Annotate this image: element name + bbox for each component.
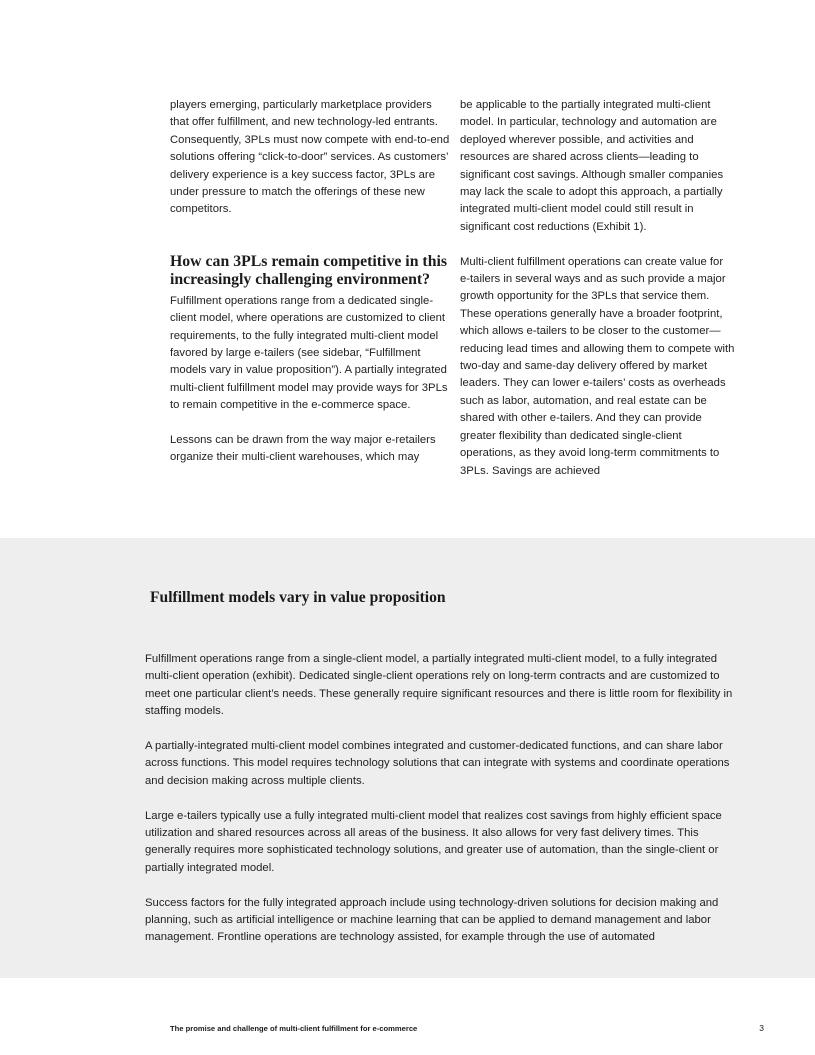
sidebar-title: Fulfillment models vary in value proposition (150, 589, 446, 606)
right-paragraph-1: be applicable to the partially integrated multi-client model. In particular, technology and automation are deployed wherever possible, and activities and resources are shared across clients—leading to significant cost savings. Although smaller companies may lack the scale to adopt this approach, a partially integrated multi-client model could still result in significant cost reductions (Exhibit 1). (460, 99, 724, 233)
left-column (170, 97, 452, 467)
footer-title: The promise and challenge of multi-client fulfillment for e-commerce (170, 1024, 418, 1033)
left-paragraph-2: Fulfillment operations range from a dedicated single-client model, where operations are customized to client requirements, to the fully integrated multi-client model favored by large e-tailers (see sidebar, “Fulfillment models vary in value proposition”). A partially integrated multi-client fulfillment model may provide ways for 3PLs to remain competitive in the e-commerce space. (170, 294, 448, 412)
sidebar-paragraph: Large e-tailers typically use a fully integrated multi-client model that realizes cost savings from highly efficient space utilization and shared resources across all areas of the business. It also allows for very fast delivery times. This generally requires more sophisticated technology solutions, and greater use of automation, than the single-client or partially integrated model. (145, 809, 722, 874)
left-paragraph-1: players emerging, particularly marketplace providers that offer fulfillment, and new technology-led entrants. Consequently, 3PLs must now compete with end-to-end solutions offering “click-to-door” services. As customers’ delivery experience is a key success factor, 3PLs are under pressure to match the offerings of these new competitors. (170, 99, 450, 216)
right-column (460, 97, 735, 480)
sidebar-paragraph: Success factors for the fully integrated approach include using technology-driven solutions for decision making and planning, such as artificial intelligence or machine learning that can be applied to demand management and labor management. Frontline operations are technology assisted, for example through the use of automated (145, 896, 719, 944)
sidebar-paragraph: A partially-integrated multi-client model combines integrated and customer-dedicated functions, and can share labor across functions. This model requires technology solutions that can integrate with systems and coordinate operations and decision making across multiple clients. (145, 740, 730, 787)
page-number: 3 (759, 1023, 764, 1033)
sidebar-box (0, 538, 815, 978)
section-heading: How can 3PLs remain competitive in this increasingly challenging environment? (170, 252, 448, 289)
right-paragraph-2: Multi-client fulfillment operations can create value for e-tailers in several ways and as such provide a major growth opportunity for the 3PLs that service them. These operations generally have a broader footprint, which allows e-tailers to be closer to the customer—reducing lead times and allowing them to compete with two-day and same-day delivery offered by market leaders. They can lower e-tailers’ costs as overheads such as labor, automation, and real estate can be shared with other e-tailers. And they can provide greater flexibility than dedicated single-client operations, as they avoid long-term commitments to 3PLs. Savings are achieved (460, 255, 735, 477)
sidebar-paragraph: Fulfillment operations range from a single-client model, a partially integrated multi-client model, to a fully integrated multi-client operation (exhibit). Dedicated single-client operations rely on long-term contracts and are customized to meet one particular client’s needs. These generally require significant resources and there is little room for flexibility in staffing models. (145, 653, 733, 718)
sidebar-body (145, 651, 735, 964)
left-paragraph-3: Lessons can be drawn from the way major e-retailers organize their multi-client warehouses, which may (170, 434, 436, 464)
